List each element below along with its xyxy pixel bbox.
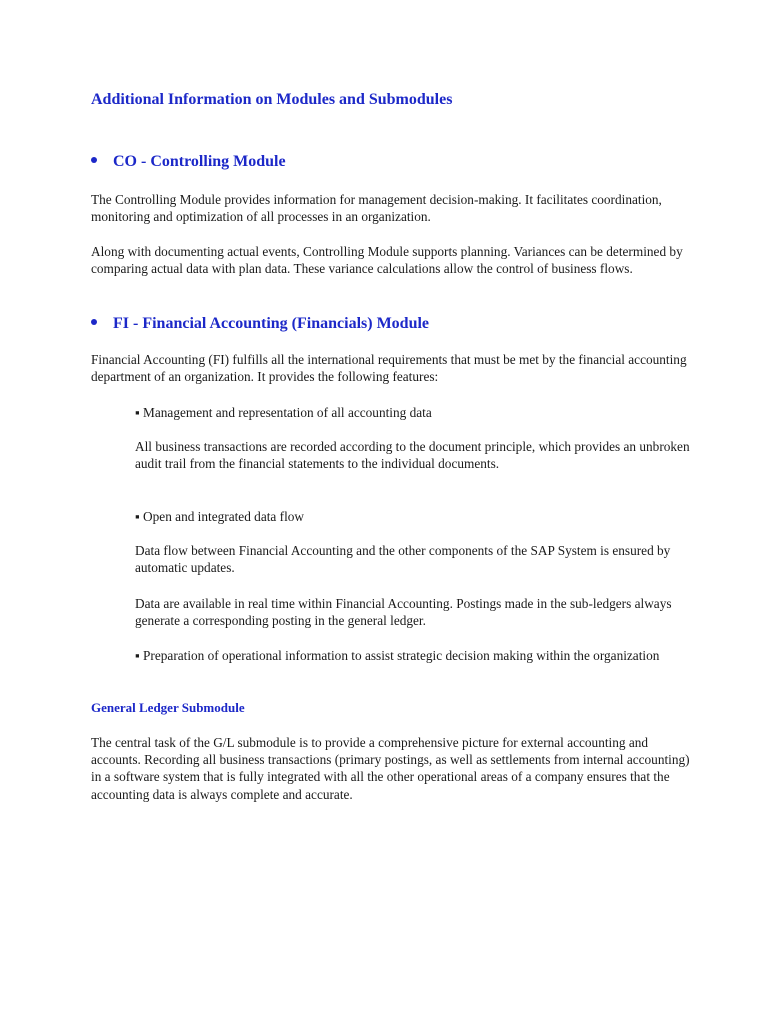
fi-heading-text: FI - Financial Accounting (Financials) Module (113, 315, 430, 332)
co-heading-text: CO - Controlling Module (113, 153, 286, 170)
fi-feature-item: ▪ Preparation of operational information to assist strategic decision making within the organization (135, 648, 660, 663)
gl-paragraph: The central task of the G/L submodule is to provide a comprehensive picture for external accounting and accounts. Recording all business transactions (primary postings, as well as settlements from internal accounting) in a software system that is fully integrated with all the other operational areas of a company ensures that the accounting data is always complete and accurate. (91, 735, 690, 802)
gl-section-heading: General Ledger Submodule (91, 700, 245, 715)
co-paragraph-2: Along with documenting actual events, Controlling Module supports planning. Variances can be determined by comparing actual data with plan data. These variance calculations allow the control of business flows. (91, 244, 683, 277)
fi-feature-item: ▪ Open and integrated data flow (135, 509, 305, 524)
co-section-heading (91, 153, 286, 171)
fi-feature-description: Data are available in real time within Financial Accounting. Postings made in the sub-ledgers always generate a corresponding posting in the general ledger. (135, 596, 672, 629)
fi-feature-item: ▪ Management and representation of all accounting data (135, 405, 432, 420)
fi-intro-paragraph: Financial Accounting (FI) fulfills all the international requirements that must be met by the financial accounting department of an organization. It provides the following features: (91, 352, 687, 385)
fi-feature-description: All business transactions are recorded according to the document principle, which provides an unbroken audit trail from the financial statements to the individual documents. (135, 439, 690, 472)
bullet-icon (91, 319, 97, 325)
co-paragraph-1: The Controlling Module provides information for management decision-making. It facilitates coordination, monitoring and optimization of all processes in an organization. (91, 192, 662, 225)
page-title: Additional Information on Modules and Submodules (91, 91, 453, 108)
fi-section-heading (91, 315, 429, 333)
bullet-icon (91, 157, 97, 163)
fi-feature-description: Data flow between Financial Accounting and the other components of the SAP System is ensured by automatic updates. (135, 543, 671, 576)
